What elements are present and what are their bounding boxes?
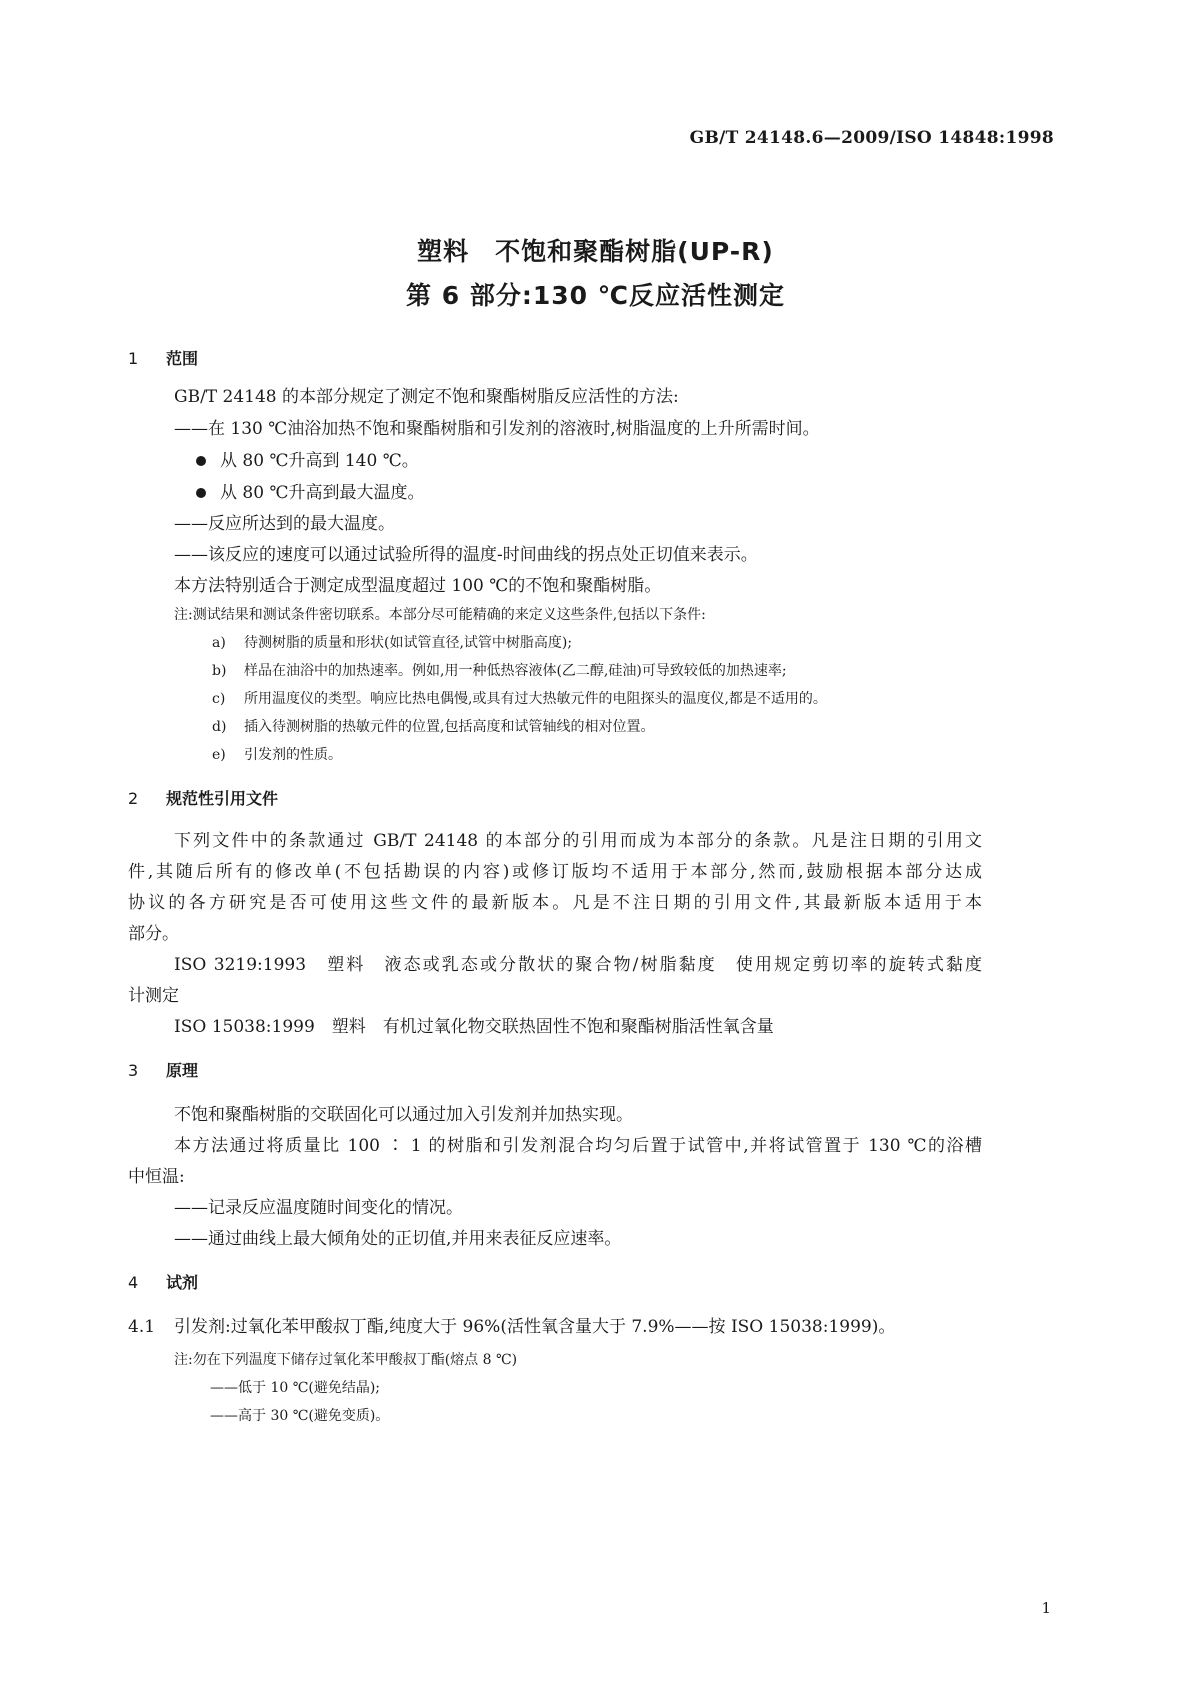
reference-entry: 计测定	[128, 986, 179, 1006]
standard-code: GB/T 24148.6—2009/ISO 14848:1998	[689, 128, 1054, 148]
sec2-paragraph-line: 下列文件中的条款通过 GB/T 24148 的本部分的引用而成为本部分的条款。凡是注日期的引用文	[174, 831, 982, 851]
sec3-dash-item: ——记录反应温度随时间变化的情况。	[174, 1198, 463, 1218]
section-title: 规范性引用文件	[166, 789, 279, 808]
section-number: 2	[128, 789, 139, 808]
section-title: 范围	[166, 349, 199, 368]
document-title-line2: 第 6 部分:130 ℃反应活性测定	[406, 281, 785, 310]
sec1-dash-item: ——反应所达到的最大温度。	[174, 514, 395, 534]
sec1-bullet-item: 从 80 ℃升高到 140 ℃。	[220, 446, 1150, 477]
section-title: 原理	[166, 1061, 199, 1080]
page-number: 1	[1041, 1599, 1051, 1617]
subclause-text: 引发剂:过氧化苯甲酸叔丁酯,纯度大于 96%(活性氧含量大于 7.9%——按 ISO 15038:1999)。	[174, 1317, 896, 1337]
subclause-4-1	[128, 1312, 1058, 1343]
reference-entry: ISO 3219:1993 塑料 液态或乳态或分散状的聚合物/树脂黏度 使用规定剪切率的旋转式黏度	[174, 955, 982, 975]
note-list-item: c) 所用温度仪的类型。响应比热电偶慢,或具有过大热敏元件的电阻探头的温度仪,都是不适用的。	[212, 691, 827, 707]
sec2-paragraph-line: 部分。	[128, 924, 179, 944]
sec3-paragraph-line: 中恒温:	[128, 1167, 185, 1187]
note-list-item: e) 引发剂的性质。	[212, 747, 342, 763]
sec1-bullet-item: 从 80 ℃升高到最大温度。	[220, 478, 1150, 509]
sec3-dash-item: ——通过曲线上最大倾角处的正切值,并用来表征反应速率。	[174, 1229, 622, 1249]
section-4-heading	[128, 1270, 198, 1293]
sec1-paragraph: 本方法特别适合于测定成型温度超过 100 ℃的不饱和聚酯树脂。	[174, 576, 662, 596]
section-2-heading	[128, 786, 278, 809]
sec4-note: 注:勿在下列温度下储存过氧化苯甲酸叔丁酯(熔点 8 ℃)	[174, 1352, 518, 1368]
section-3-heading	[128, 1058, 198, 1081]
subclause-number: 4.1	[128, 1317, 156, 1337]
note-dash-item: ——高于 30 ℃(避免变质)。	[210, 1408, 390, 1424]
reference-entry: ISO 15038:1999 塑料 有机过氧化物交联热固性不饱和聚酯树脂活性氧含量	[174, 1017, 774, 1037]
sec1-intro: GB/T 24148 的本部分规定了测定不饱和聚酯树脂反应活性的方法:	[174, 387, 679, 407]
sec1-note: 注:测试结果和测试条件密切联系。本部分尽可能精确的来定义这些条件,包括以下条件:	[174, 607, 706, 623]
sec3-paragraph-line: 本方法通过将质量比 100 ∶ 1 的树脂和引发剂混合均匀后置于试管中,并将试管置于 130 ℃的浴槽	[174, 1136, 982, 1156]
section-number: 3	[128, 1061, 139, 1080]
note-dash-item: ——低于 10 ℃(避免结晶);	[210, 1380, 381, 1396]
section-title: 试剂	[166, 1273, 199, 1292]
note-list-item: a) 待测树脂的质量和形状(如试管直径,试管中树脂高度);	[212, 635, 573, 651]
sec1-dash-item: ——在 130 ℃油浴加热不饱和聚酯树脂和引发剂的溶液时,树脂温度的上升所需时间。	[174, 419, 820, 439]
sec1-dash-item: ——该反应的速度可以通过试验所得的温度-时间曲线的拐点处正切值来表示。	[174, 545, 758, 565]
section-number: 4	[128, 1273, 139, 1292]
note-list-item: b) 样品在油浴中的加热速率。例如,用一种低热容液体(乙二醇,硅油)可导致较低的加热速率;	[212, 663, 787, 679]
sec3-paragraph: 不饱和聚酯树脂的交联固化可以通过加入引发剂并加热实现。	[174, 1105, 633, 1125]
note-list-item: d) 插入待测树脂的热敏元件的位置,包括高度和试管轴线的相对位置。	[212, 719, 655, 735]
document-title-line1: 塑料 不饱和聚酯树脂(UP-R)	[417, 237, 774, 266]
section-1-heading	[128, 346, 198, 369]
sec2-paragraph-line: 件,其随后所有的修改单(不包括勘误的内容)或修订版均不适用于本部分,然而,鼓励根据本部分达成	[128, 862, 982, 882]
sec2-paragraph-line: 协议的各方研究是否可使用这些文件的最新版本。凡是不注日期的引用文件,其最新版本适用于本	[128, 893, 982, 913]
section-number: 1	[128, 349, 139, 368]
